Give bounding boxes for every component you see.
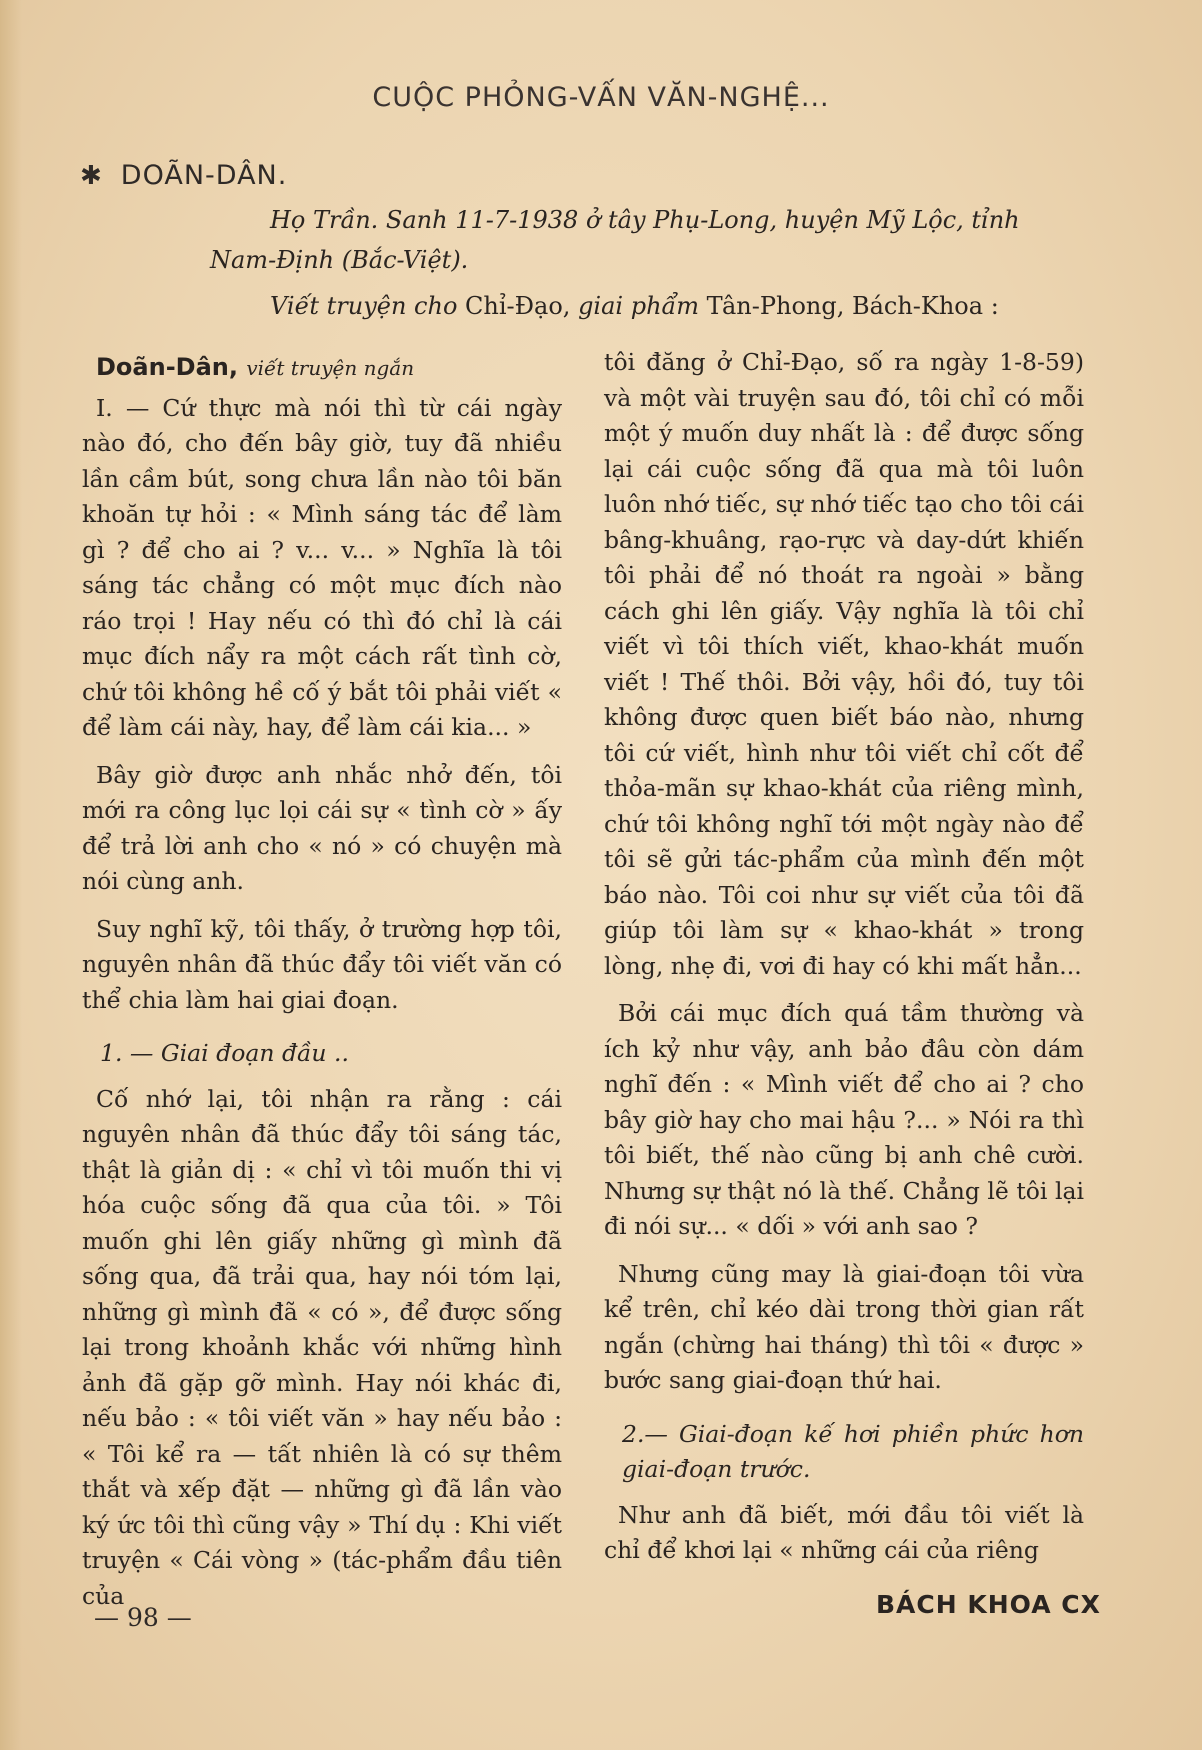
- paragraph: tôi đăng ở Chỉ-Đạo, số ra ngày 1-8-59) và một vài truyện sau đó, tôi chỉ có mỗi một ý muốn duy nhất là : để được sống lại cái cuộc sống đã qua mà tôi luôn luôn nhớ tiếc, sự nhớ tiếc tạo cho tôi cái bâng-khuâng, rạo-rực và day-dứt khiến tôi phải để nó thoát ra ngoài » bằng cách ghi lên giấy. Vậy nghĩa là tôi chỉ viết vì tôi thích viết, khao-khát muốn viết ! Thế thôi. Bởi vậy, hồi đó, tuy tôi không được quen biết báo nào, nhưng tôi cứ viết, hình như tôi viết chỉ cốt để thỏa-mãn sự khao-khát của riêng mình, chứ tôi không nghĩ tới một ngày nào để tôi sẽ gửi tác-phẩm của mình đến một báo nào. Tôi coi như sự viết của tôi đã giúp tôi làm sự « khao-khát » trong lòng, nhẹ đi, vơi đi hay có khi mất hẳn...: [604, 348, 1084, 980]
- page-header: CUỘC PHỎNG-VẤN VĂN-NGHỆ...: [372, 82, 830, 113]
- star-icon: ✱: [80, 161, 103, 191]
- paragraph: Suy nghĩ kỹ, tôi thấy, ở trường hợp tôi, nguyên nhân đã thúc đẩy tôi viết văn có thể chia làm hai giai đoạn.: [82, 914, 562, 1014]
- author-bio: [210, 200, 1090, 326]
- paragraph: I. — Cứ thực mà nói thì từ cái ngày nào đó, cho đến bây giờ, tuy đã nhiều lần cầm bút, song chưa lần nào tôi băn khoăn tự hỏi : « Mình sáng tác để làm gì ? để cho ai ? v... v... » Nghĩa là tôi sáng tác chẳng có một mục đích nào ráo trọi ! Hay nếu có thì đó chỉ là cái mục đích nẩy ra một cách rất tình cờ, chứ tôi không hề cố ý bắt tôi phải viết « để làm cái này, hay, để làm cái kia... »: [82, 393, 562, 741]
- paragraph: Cố nhớ lại, tôi nhận ra rằng : cái nguyên nhân đã thúc đẩy tôi sáng tác, thật là giản dị : « chỉ vì tôi muốn thi vị hóa cuộc sống đã qua của tôi. » Tôi muốn ghi lên giấy những gì mình đã sống qua, đã trải qua, hay nói tóm lại, những gì mình đã « có », để được sống lại trong khoảnh khắc với những hình ảnh đã gặp gỡ mình. Hay nói khác đi, nếu bảo : « tôi viết văn » hay nếu bảo : « Tôi kể ra — tất nhiên là có sự thêm thắt và xếp đặt — những gì đã lần vào ký ức tôi thì cũng vậy » Thí dụ : Khi viết truyện « Cái vòng » (tác-phẩm đầu tiên của: [82, 1084, 562, 1610]
- subtitle-role: viết truyện ngắn: [246, 356, 415, 380]
- page-number: — 98 —: [94, 1603, 192, 1632]
- right-column: [604, 345, 1084, 1581]
- paragraph: Nhưng cũng may là giai-đoạn tôi vừa kể trên, chỉ kéo dài trong thời gian rất ngắn (chừng hai tháng) thì tôi « được » bước sang giai-đoạn thứ hai.: [604, 1259, 1084, 1394]
- page-edge-shadow: [0, 0, 22, 1750]
- section-heading: 2.— Giai-đoạn kế hơi phiền phức hơn giai-đoạn trước.: [622, 1419, 1084, 1483]
- paragraph: Bởi cái mục đích quá tầm thường và ích kỷ như vậy, anh bảo đâu còn dám nghĩ đến : « Mình viết để cho ai ? cho bây giờ hay cho mai hậu ?... » Nói ra thì tôi biết, thế nào cũng bị anh chê cười. Nhưng sự thật nó là thế. Chẳng lẽ tôi lại đi nói sự... « dối » với anh sao ?: [604, 999, 1084, 1240]
- author-name: DOÃN-DÂN.: [120, 160, 288, 191]
- bio-text: Viết truyện cho: [270, 292, 458, 320]
- bio-line: [210, 286, 1090, 326]
- bio-text: Tân-Phong, Bách-Khoa :: [706, 292, 999, 320]
- paragraph: Bây giờ được anh nhắc nhở đến, tôi mới ra công lục lọi cái sự « tình cờ » ấy để trả lời anh cho « nó » có chuyện mà nói cùng anh.: [82, 760, 562, 895]
- bio-line: Họ Trần. Sanh 11-7-1938 ở tây Phụ-Long, huyện Mỹ Lộc, tỉnh: [270, 206, 1020, 234]
- bio-line: Nam-Định (Bắc-Việt).: [210, 246, 469, 274]
- subtitle-name: Doãn-Dân,: [96, 353, 238, 381]
- author-heading: [80, 160, 287, 191]
- section-heading: 1. — Giai đoạn đầu ..: [100, 1039, 349, 1067]
- paragraph: Như anh đã biết, mới đầu tôi viết là chỉ để khơi lại « những cái của riêng: [604, 1500, 1084, 1564]
- left-column: [82, 350, 562, 1626]
- bio-text: Chỉ-Đạo,: [465, 292, 571, 320]
- magazine-name: BÁCH KHOA CX: [876, 1590, 1101, 1619]
- bio-text: giai phẩm: [578, 292, 699, 320]
- interview-subtitle: [96, 350, 562, 387]
